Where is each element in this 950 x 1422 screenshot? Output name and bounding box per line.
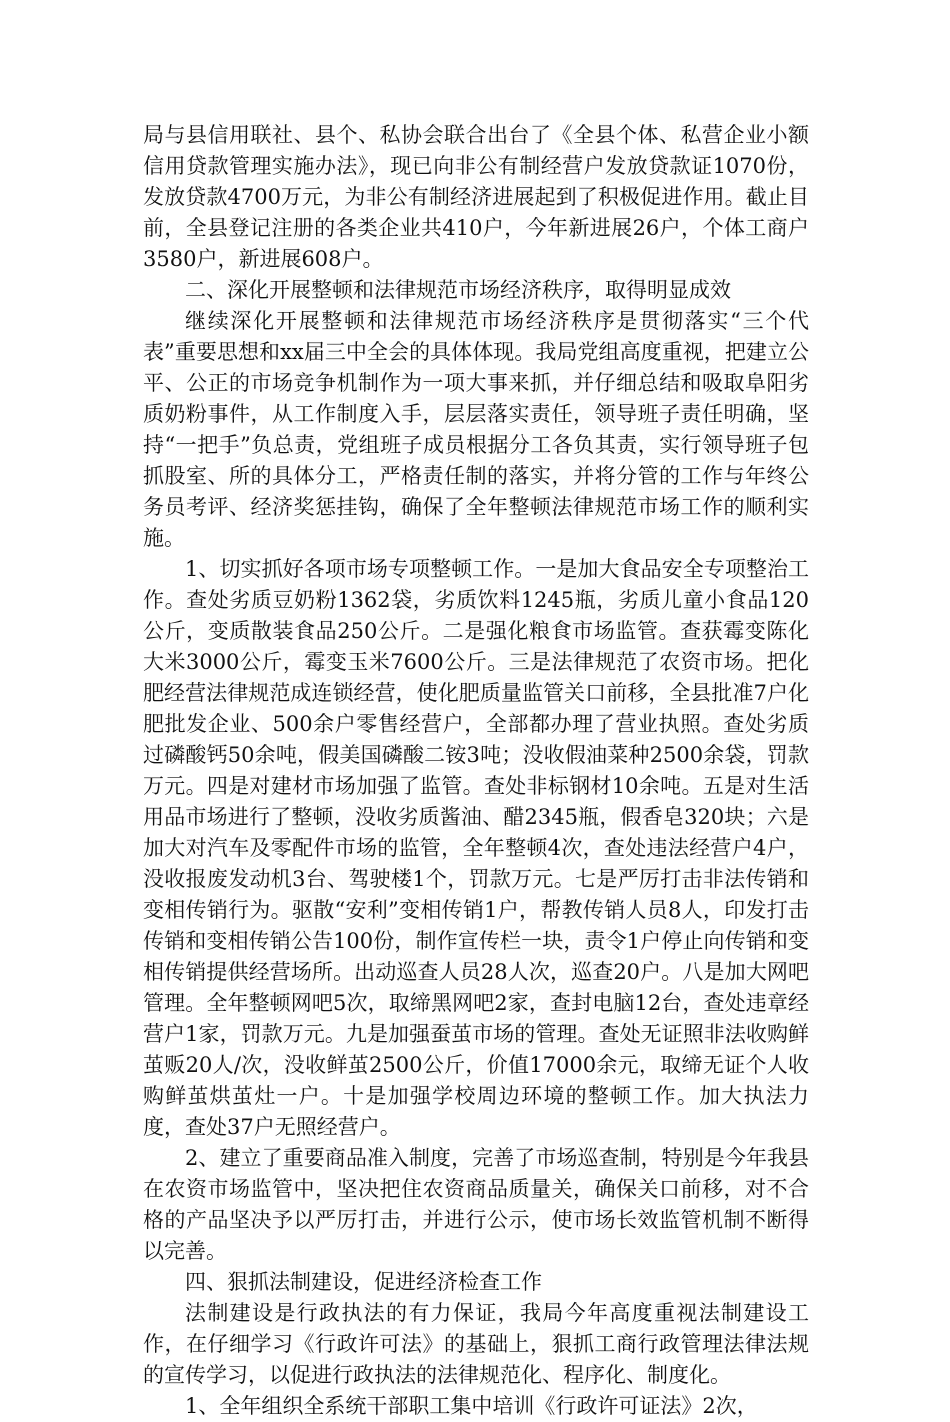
paragraph-credit-loans: 局与县信用联社、县个、私协会联合出台了《全县个体、私营企业小额信用贷款管理实施办法》，现已向非公有制经营户发放贷款证1070份，发放贷款4700万元，为非公有制经济进展起到了积极促进作用。截止目前，全县登记注册的各类企业共410户，今年新进展26户，个体工商户3580户，新进展608户。 xyxy=(143,123,809,271)
paragraph-market-order-intro: 继续深化开展整顿和法律规范市场经济秩序是贯彻落实“三个代表”重要思想和xx届三中全会的具体体现。我局党组高度重视，把建立公平、公正的市场竞争机制作为一项大事来抓，并仔细总结和吸取阜阳劣质奶粉事件，从工作制度入手，层层落实责任，领导班子责任明确，坚持“一把手”负总责，党组班子成员根据分工各负其责，实行领导班子包抓股室、所的具体分工，严格责任制的落实，并将分管的工作与年终公务员考评、经济奖惩挂钩，确保了全年整顿法律规范市场工作的顺利实施。 xyxy=(143,309,809,550)
paragraph-special-rectification: 1、切实抓好各项市场专项整顿工作。一是加大食品安全专项整治工作。查处劣质豆奶粉1362袋，劣质饮料1245瓶，劣质儿童小食品120公斤，变质散装食品250公斤。二是强化粮食市场监管。查获霉变陈化大米3000公斤，霉变玉米7600公斤。三是法律规范了农资市场。把化肥经营法律规范成连锁经营，使化肥质量监管关口前移，全县批准7户化肥批发企业、500余户零售经营户，全部都办理了营业执照。查处劣质过磷酸钙50余吨，假美国磷酸二铵3吨；没收假油菜种2500余袋，罚款万元。四是对建材市场加强了监管。查处非标钢材10余吨。五是对生活用品市场进行了整顿，没收劣质酱油、醋2345瓶，假香皂320块；六是加大对汽车及零配件市场的监管，全年整顿4次，查处违法经营户4户，没收报废发动机3台、驾驶楼1个，罚款万元。七是严厉打击非法传销和变相传销行为。驱散“安利”变相传销1户，帮教传销人员8人，印发打击传销和变相传销公告100份，制作宣传栏一块，责令1户停止向传销和变相传销提供经营场所。出动巡查人员28人次，巡查20户。八是加大网吧管理。全年整顿网吧5次，取缔黑网吧2家，查封电脑12台，查处违章经营户1家，罚款万元。九是加强蚕茧市场的管理。查处无证照非法收购鲜茧贩20人/次，没收鲜茧2500公斤，价值17000余元，取缔无证个人收购鲜茧烘茧灶一户。十是加强学校周边环境的整顿工作。加大执法力度，查处37户无照经营户。 xyxy=(143,557,809,1139)
paragraph-legal-system-intro: 法制建设是行政执法的有力保证，我局今年高度重视法制建设工作，在仔细学习《行政许可法》的基础上，狠抓工商行政管理法律法规的宣传学习，以促进行政执法的法律规范化、程序化、制度化。 xyxy=(143,1301,809,1387)
paragraph-commodity-access: 2、建立了重要商品准入制度，完善了市场巡查制，特别是今年我县在农资市场监管中，坚决把住农资商品质量关，确保关口前移，对不合格的产品坚决予以严厉打击，并进行公示，使市场长效监管机制不断得以完善。 xyxy=(143,1146,809,1263)
section-heading-legal-system: 四、狠抓法制建设，促进经济检查工作 xyxy=(185,1270,542,1294)
document-page xyxy=(143,120,809,1422)
section-heading-market-order: 二、深化开展整顿和法律规范市场经济秩序，取得明显成效 xyxy=(185,278,731,302)
paragraph-training: 1、全年组织全系统干部职工集中培训《行政许可证法》2次， xyxy=(185,1394,758,1418)
